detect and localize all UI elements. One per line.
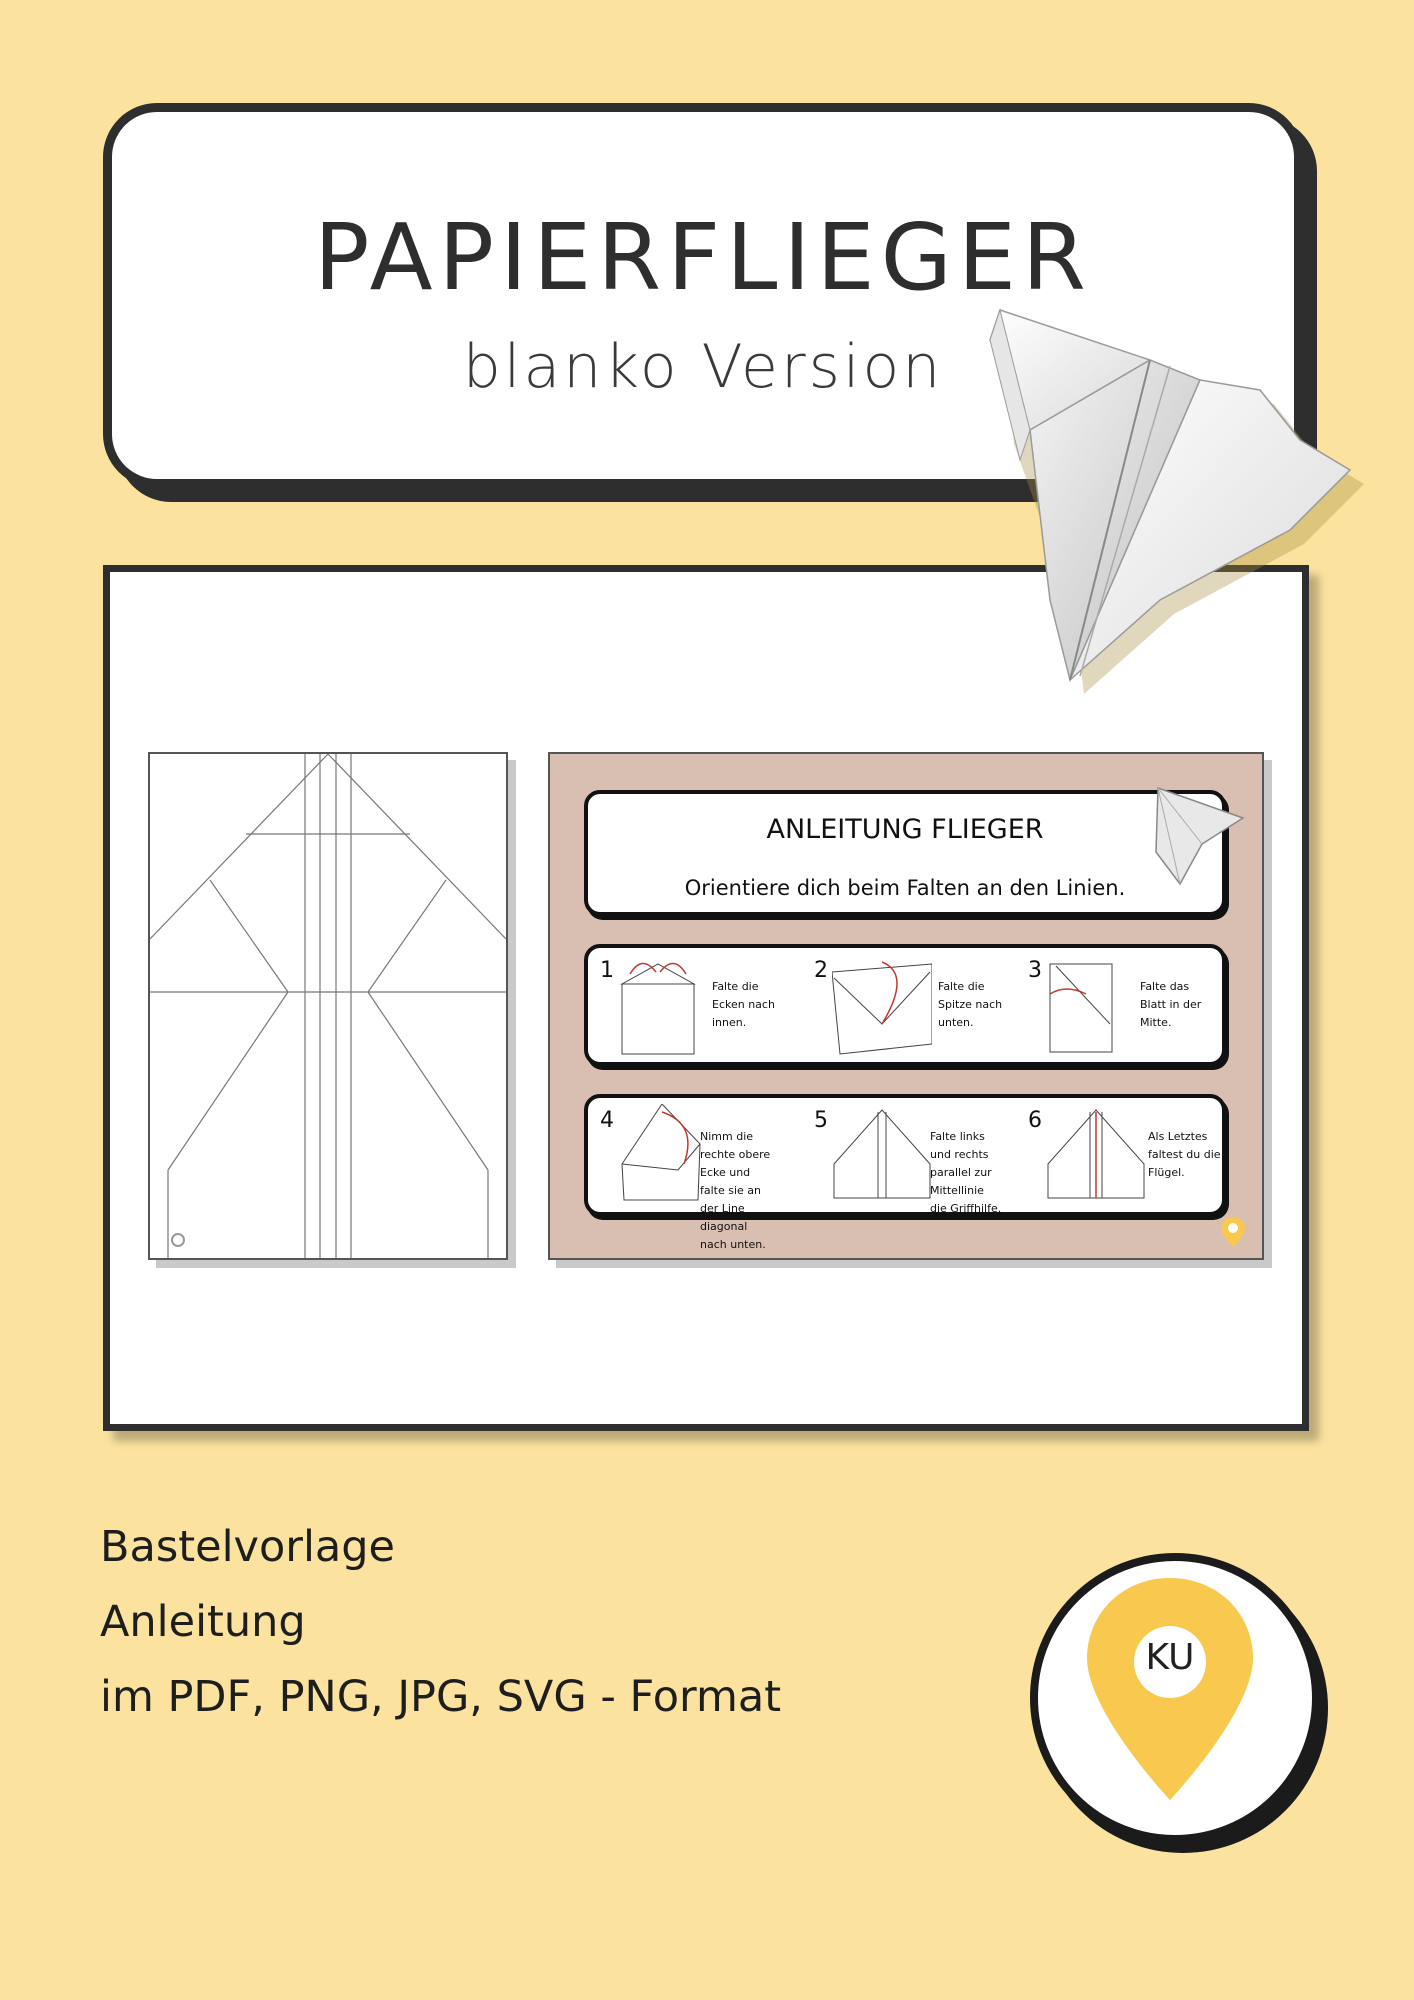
step-number: 6: [1028, 1108, 1042, 1133]
step-text: Falte das Blatt in der Mitte.: [1140, 980, 1202, 1029]
step-number: 5: [814, 1108, 828, 1133]
step-text: Falte links und rechts parallel zur Mittellinie die Griffhilfe.: [930, 1130, 1002, 1215]
small-logo-icon: [1220, 1216, 1246, 1248]
steps-row-2: [584, 1094, 1226, 1251]
step-text: Falte die Spitze nach unten.: [938, 980, 1003, 1029]
step-5-diagram: [832, 1104, 932, 1208]
step-6-diagram: [1046, 1104, 1146, 1208]
instruction-header: [584, 790, 1226, 916]
paper-plane-image: [960, 300, 1380, 720]
step-number: 4: [600, 1108, 614, 1133]
small-logo-icon: [172, 1234, 184, 1246]
step-3-diagram: [1046, 954, 1126, 1058]
step-number: 2: [814, 958, 828, 983]
feature-item: Bastelvorlage: [100, 1522, 395, 1572]
mini-plane-icon: [1148, 782, 1248, 892]
step-5: [802, 1098, 1012, 1215]
step-text: Falte die Ecken nach innen.: [712, 980, 775, 1029]
instruction-heading: ANLEITUNG FLIEGER: [766, 814, 1044, 845]
page-subtitle: blanko Version: [462, 332, 944, 402]
instruction-subheading: Orientiere dich beim Falten an den Linien.: [684, 876, 1126, 900]
feature-item: Anleitung: [100, 1597, 306, 1647]
step-6: [1016, 1098, 1226, 1212]
logo-text: KU: [1145, 1637, 1195, 1678]
step-number: 1: [600, 958, 614, 983]
steps-row-1: [584, 944, 1226, 1066]
template-sheet: [148, 752, 508, 1260]
instruction-sheet: [548, 752, 1264, 1260]
location-pin-icon: [1075, 1570, 1265, 1810]
step-number: 3: [1028, 958, 1042, 983]
page-title: PAPIERFLIEGER: [314, 204, 1092, 311]
feature-item: im PDF, PNG, JPG, SVG - Format: [100, 1672, 782, 1722]
step-1: [588, 948, 798, 1062]
step-2-diagram: [832, 954, 932, 1058]
fold-lines-drawing: [150, 754, 506, 1258]
step-1-diagram: [618, 954, 698, 1058]
step-text: Nimm die rechte obere Ecke und falte sie an der Line diagonal nach unten.: [700, 1130, 771, 1251]
step-2: [802, 948, 1012, 1062]
step-3: [1016, 948, 1226, 1062]
step-4: [588, 1098, 798, 1251]
step-text: Als Letztes faltest du die Flügel.: [1148, 1130, 1221, 1179]
step-4-diagram: [618, 1104, 708, 1208]
